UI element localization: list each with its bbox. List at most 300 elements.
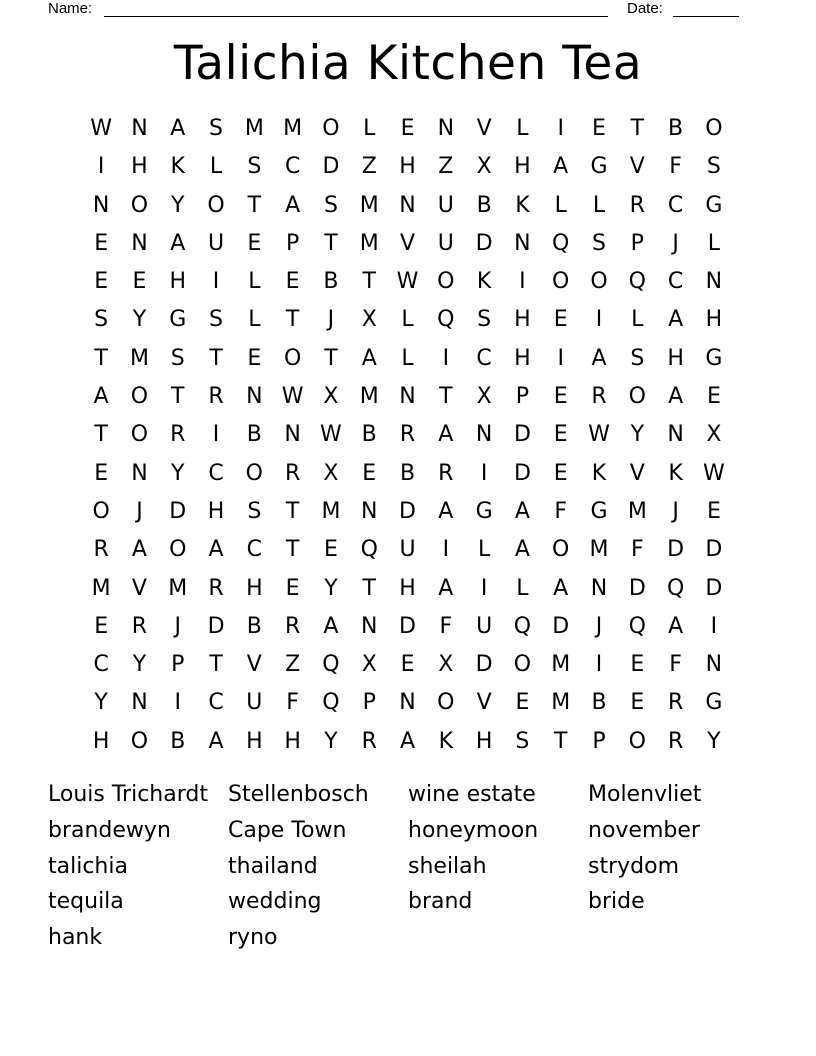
grid-letter: T <box>324 345 338 371</box>
grid-letter: E <box>592 116 606 141</box>
grid-letter: A <box>591 345 607 371</box>
grid-letter: M <box>551 690 571 716</box>
grid-letter: A <box>170 230 186 256</box>
grid-letter: H <box>399 154 416 180</box>
date-field-line[interactable] <box>673 0 739 17</box>
grid-letter: F <box>669 154 682 180</box>
grid-letter: O <box>590 269 608 295</box>
grid-letter: R <box>208 384 224 410</box>
grid-letter: E <box>400 652 415 678</box>
date-label: Date: <box>627 0 663 17</box>
grid-letter: A <box>438 422 454 448</box>
grid-letter: R <box>170 422 186 448</box>
grid-letter: F <box>630 537 644 563</box>
grid-letter: O <box>283 345 302 371</box>
grid-letter: O <box>245 460 263 486</box>
grid-letter: J <box>136 498 143 524</box>
grid-letter: D <box>667 537 685 563</box>
grid-letter: H <box>667 345 684 371</box>
grid-letter: P <box>515 384 530 410</box>
grid-letter: X <box>361 652 377 678</box>
grid-letter: E <box>94 613 109 639</box>
grid-letter: I <box>595 652 603 678</box>
grid-letter: T <box>94 345 108 371</box>
puzzle-title: Talichia Kitchen Tea <box>173 36 643 91</box>
grid-letter: I <box>480 575 488 601</box>
grid-letter: A <box>323 613 339 639</box>
grid-letter: C <box>208 460 224 486</box>
grid-letter: N <box>705 652 723 678</box>
grid-letter: T <box>94 422 108 448</box>
grid-letter: D <box>169 498 187 524</box>
grid-letter: T <box>324 230 338 256</box>
letter-grid <box>82 110 733 761</box>
grid-letter: M <box>551 652 571 678</box>
grid-letter: P <box>592 728 606 754</box>
grid-letter: A <box>668 613 684 639</box>
grid-letter: N <box>705 269 723 295</box>
word-list-item: november <box>588 817 700 843</box>
grid-letter: H <box>514 154 531 180</box>
grid-letter: C <box>476 345 492 371</box>
grid-letter: P <box>285 230 300 256</box>
grid-letter: O <box>628 384 646 410</box>
word-list-item: tequila <box>48 889 124 915</box>
grid-letter: U <box>399 537 416 563</box>
grid-letter: B <box>591 690 607 716</box>
grid-letter: J <box>672 230 679 256</box>
grid-letter: M <box>283 116 303 141</box>
grid-letter: O <box>513 652 532 678</box>
grid-letter: B <box>476 192 492 218</box>
word-list-item: Cape Town <box>228 817 347 843</box>
grid-letter: H <box>131 154 148 180</box>
grid-letter: Q <box>437 307 455 333</box>
grid-letter: L <box>592 192 606 218</box>
grid-letter: G <box>705 192 723 218</box>
grid-letter: D <box>513 422 531 448</box>
grid-letter: O <box>322 116 340 141</box>
grid-letter: Y <box>630 422 645 448</box>
grid-letter: A <box>285 192 301 218</box>
grid-letter: V <box>476 690 492 716</box>
grid-letter: F <box>286 690 299 716</box>
grid-letter: P <box>630 230 644 256</box>
grid-letter: D <box>628 575 646 601</box>
grid-letter: A <box>514 537 530 563</box>
grid-letter: N <box>284 422 301 448</box>
grid-letter: X <box>706 422 722 448</box>
grid-letter: E <box>706 384 721 410</box>
grid-letter: S <box>170 345 185 371</box>
grid-letter: C <box>93 652 109 678</box>
word-list-item: strydom <box>588 853 680 879</box>
word-list-item: ryno <box>228 925 278 951</box>
name-label: Name: <box>48 0 93 17</box>
grid-letter: A <box>208 728 224 754</box>
word-list-item: Louis Trichardt <box>48 782 208 807</box>
grid-letter: R <box>667 690 684 716</box>
grid-letter: L <box>477 537 491 563</box>
grid-letter: D <box>322 154 340 180</box>
grid-letter: T <box>209 652 223 678</box>
word-list-item: bride <box>588 889 645 915</box>
grid-letter: G <box>475 498 493 524</box>
word-list-item: thailand <box>228 853 318 879</box>
grid-letter: D <box>552 613 570 639</box>
grid-letter: O <box>130 192 149 218</box>
grid-letter: N <box>399 192 416 218</box>
grid-letter: N <box>131 116 148 141</box>
word-list-item: Molenvliet <box>588 782 702 807</box>
grid-letter: I <box>557 116 564 141</box>
grid-letter: E <box>630 690 645 716</box>
grid-letter: T <box>171 384 185 410</box>
grid-letter: S <box>247 154 262 180</box>
grid-letter: H <box>246 575 263 601</box>
grid-letter: N <box>131 230 148 256</box>
grid-letter: N <box>475 422 493 448</box>
grid-letter: V <box>629 460 645 486</box>
grid-letter: O <box>552 537 570 563</box>
grid-letter: Q <box>322 690 340 716</box>
grid-letter: O <box>130 728 149 754</box>
grid-letter: A <box>131 537 147 563</box>
grid-letter: L <box>554 192 567 218</box>
grid-letter: G <box>169 307 187 333</box>
grid-letter: Y <box>171 192 185 218</box>
grid-letter: E <box>132 269 147 295</box>
grid-letter: L <box>401 307 414 333</box>
grid-letter: R <box>438 460 454 486</box>
grid-letter: A <box>170 116 186 141</box>
grid-letter: Z <box>285 652 301 678</box>
grid-letter: M <box>359 230 379 256</box>
grid-letter: T <box>285 537 300 563</box>
grid-letter: H <box>207 498 225 524</box>
grid-letter: I <box>174 690 181 716</box>
grid-letter: L <box>631 307 644 333</box>
grid-letter: K <box>668 460 683 486</box>
grid-letter: O <box>437 690 455 716</box>
grid-letter: B <box>246 422 262 448</box>
grid-letter: H <box>514 345 531 371</box>
grid-letter: Y <box>94 690 108 716</box>
grid-letter: Q <box>360 537 378 563</box>
grid-letter: G <box>705 345 723 371</box>
grid-letter: N <box>667 422 684 448</box>
grid-letter: B <box>323 269 339 295</box>
grid-letter: X <box>323 460 339 486</box>
grid-letter: Z <box>438 154 454 180</box>
grid-letter: N <box>514 230 531 256</box>
grid-letter: T <box>209 345 223 371</box>
grid-letter: G <box>590 154 608 180</box>
grid-letter: A <box>438 498 454 524</box>
grid-letter: S <box>477 307 492 333</box>
grid-letter: O <box>437 269 455 295</box>
grid-letter: H <box>475 728 493 754</box>
grid-letter: M <box>91 575 111 601</box>
grid-letter: Q <box>628 269 646 295</box>
grid-letter: I <box>519 269 526 295</box>
grid-letter: E <box>94 460 109 486</box>
grid-letter: J <box>672 498 679 524</box>
grid-letter: S <box>209 307 224 333</box>
grid-letter: V <box>399 230 416 256</box>
grid-letter: H <box>284 728 301 754</box>
grid-letter: R <box>399 422 416 448</box>
grid-letter: D <box>705 537 723 563</box>
grid-letter: U <box>437 192 454 218</box>
grid-letter: A <box>553 575 569 601</box>
grid-letter: L <box>363 116 376 141</box>
grid-letter: E <box>285 269 300 295</box>
grid-letter: F <box>439 613 453 639</box>
grid-letter: N <box>437 116 455 141</box>
grid-letter: D <box>399 613 416 639</box>
grid-letter: W <box>703 460 725 486</box>
word-list-item: brand <box>408 889 473 915</box>
grid-letter: B <box>399 460 416 486</box>
grid-letter: R <box>208 575 224 601</box>
grid-letter: M <box>168 575 188 601</box>
grid-letter: L <box>209 154 223 180</box>
grid-letter: I <box>595 307 603 333</box>
grid-letter: O <box>130 422 149 448</box>
grid-letter: F <box>554 498 568 524</box>
grid-letter: S <box>94 307 109 333</box>
grid-letter: H <box>169 269 187 295</box>
grid-letter: E <box>94 230 109 256</box>
word-list-item: honeymoon <box>408 817 539 843</box>
grid-letter: H <box>705 307 723 333</box>
grid-letter: I <box>442 537 450 563</box>
grid-letter: K <box>591 460 607 486</box>
grid-letter: G <box>590 498 608 524</box>
grid-letter: M <box>321 498 341 524</box>
grid-letter: W <box>588 422 610 448</box>
grid-letter: O <box>705 116 723 141</box>
grid-letter: I <box>557 345 564 371</box>
grid-letter: R <box>284 460 301 486</box>
grid-letter: S <box>209 116 224 141</box>
grid-letter: E <box>553 422 568 448</box>
grid-letter: H <box>246 728 263 754</box>
grid-letter: T <box>285 498 300 524</box>
grid-letter: J <box>327 307 335 333</box>
grid-letter: O <box>169 537 187 563</box>
grid-letter: S <box>323 192 338 218</box>
grid-letter: B <box>170 728 186 754</box>
grid-letter: B <box>668 116 684 141</box>
word-list <box>48 777 768 956</box>
grid-letter: P <box>171 652 185 678</box>
grid-letter: A <box>399 728 416 754</box>
grid-letter: W <box>320 422 342 448</box>
grid-letter: Q <box>666 575 685 601</box>
name-field-line[interactable] <box>104 0 608 17</box>
grid-letter: K <box>438 728 454 754</box>
grid-letter: D <box>475 230 493 256</box>
grid-letter: N <box>590 575 608 601</box>
grid-letter: I <box>97 154 105 180</box>
grid-letter: R <box>284 613 301 639</box>
grid-letter: D <box>475 652 493 678</box>
grid-letter: W <box>396 269 419 295</box>
grid-letter: E <box>400 116 415 141</box>
grid-letter: C <box>667 192 684 218</box>
grid-letter: D <box>399 498 416 524</box>
grid-letter: E <box>706 498 721 524</box>
grid-letter: E <box>362 460 377 486</box>
grid-letter: J <box>595 613 603 639</box>
grid-letter: L <box>401 345 414 371</box>
grid-letter: S <box>515 728 530 754</box>
grid-letter: X <box>476 384 492 410</box>
word-list-item: Stellenbosch <box>228 782 369 807</box>
grid-letter: K <box>170 154 185 180</box>
grid-letter: A <box>668 307 684 333</box>
grid-letter: C <box>208 690 224 716</box>
header <box>48 0 748 20</box>
grid-letter: N <box>399 384 416 410</box>
word-list-item: sheilah <box>408 853 487 879</box>
grid-letter: N <box>246 384 263 410</box>
grid-letter: Y <box>707 728 721 754</box>
grid-letter: A <box>208 537 224 563</box>
grid-letter: A <box>514 498 530 524</box>
grid-letter: I <box>212 422 220 448</box>
grid-letter: V <box>246 652 262 678</box>
grid-letter: I <box>710 613 718 639</box>
grid-letter: M <box>627 498 647 524</box>
grid-letter: A <box>93 384 109 410</box>
grid-letter: E <box>285 575 300 601</box>
grid-letter: L <box>248 307 261 333</box>
grid-letter: S <box>247 498 262 524</box>
grid-letter: X <box>438 652 454 678</box>
grid-letter: R <box>591 384 607 410</box>
grid-letter: Q <box>513 613 532 639</box>
grid-letter: K <box>515 192 530 218</box>
grid-letter: T <box>439 384 453 410</box>
grid-letter: U <box>476 613 493 639</box>
grid-letter: U <box>246 690 263 716</box>
grid-letter: Q <box>322 652 340 678</box>
grid-letter: O <box>92 498 110 524</box>
grid-letter: X <box>361 307 377 333</box>
grid-letter: R <box>131 613 148 639</box>
grid-letter: N <box>360 498 378 524</box>
grid-letter: X <box>476 154 492 180</box>
grid-letter: A <box>668 384 684 410</box>
grid-letter: E <box>247 230 262 256</box>
grid-letter: E <box>323 537 338 563</box>
grid-letter: R <box>93 537 109 563</box>
grid-letter: D <box>207 613 225 639</box>
grid-letter: W <box>90 116 113 141</box>
grid-letter: S <box>706 154 721 180</box>
grid-letter: B <box>361 422 377 448</box>
grid-letter: M <box>244 116 264 141</box>
grid-letter: Y <box>171 460 185 486</box>
grid-letter: X <box>323 384 339 410</box>
grid-letter: T <box>553 728 568 754</box>
grid-letter: T <box>247 192 262 218</box>
grid-letter: S <box>630 345 645 371</box>
grid-letter: E <box>553 307 568 333</box>
word-list-item: wedding <box>228 889 322 915</box>
grid-letter: H <box>92 728 110 754</box>
grid-letter: T <box>285 307 300 333</box>
grid-letter: O <box>628 728 646 754</box>
grid-letter: M <box>359 384 379 410</box>
grid-letter: Z <box>361 154 377 180</box>
grid-letter: O <box>207 192 225 218</box>
grid-letter: I <box>212 269 220 295</box>
grid-letter: M <box>589 537 609 563</box>
grid-letter: E <box>94 269 109 295</box>
grid-letter: D <box>705 575 723 601</box>
grid-letter: U <box>207 230 225 256</box>
grid-letter: L <box>248 269 261 295</box>
grid-letter: O <box>552 269 570 295</box>
grid-letter: Q <box>552 230 570 256</box>
grid-letter: R <box>667 728 684 754</box>
grid-letter: E <box>553 384 568 410</box>
grid-letter: M <box>359 192 379 218</box>
grid-letter: H <box>514 307 531 333</box>
grid-letter: W <box>281 384 304 410</box>
grid-letter: G <box>705 690 723 716</box>
grid-letter: S <box>592 230 606 256</box>
grid-letter: A <box>553 154 569 180</box>
word-list-item: talichia <box>48 853 128 879</box>
grid-letter: T <box>362 269 376 295</box>
grid-letter: C <box>667 269 684 295</box>
grid-letter: P <box>362 690 376 716</box>
grid-letter: E <box>247 345 262 371</box>
grid-letter: Y <box>132 307 147 333</box>
grid-letter: T <box>362 575 376 601</box>
grid-letter: L <box>516 116 529 141</box>
grid-letter: Y <box>324 575 338 601</box>
grid-letter: L <box>516 575 529 601</box>
grid-letter: E <box>515 690 530 716</box>
grid-letter: I <box>442 345 450 371</box>
word-list-item: brandewyn <box>48 817 171 843</box>
grid-letter: N <box>399 690 416 716</box>
grid-letter: C <box>246 537 263 563</box>
grid-letter: L <box>707 230 721 256</box>
grid-letter: K <box>476 269 492 295</box>
grid-letter: N <box>92 192 110 218</box>
grid-letter: V <box>476 116 492 141</box>
word-list-item: wine estate <box>408 782 536 807</box>
grid-letter: M <box>129 345 149 371</box>
grid-letter: T <box>630 116 645 141</box>
grid-letter: D <box>513 460 531 486</box>
grid-letter: U <box>437 230 454 256</box>
grid-letter: H <box>399 575 416 601</box>
grid-letter: I <box>480 460 488 486</box>
grid-letter: Y <box>324 728 338 754</box>
grid-letter: N <box>131 460 148 486</box>
grid-letter: B <box>246 613 262 639</box>
grid-letter: E <box>630 652 645 678</box>
grid-letter: V <box>629 154 645 180</box>
